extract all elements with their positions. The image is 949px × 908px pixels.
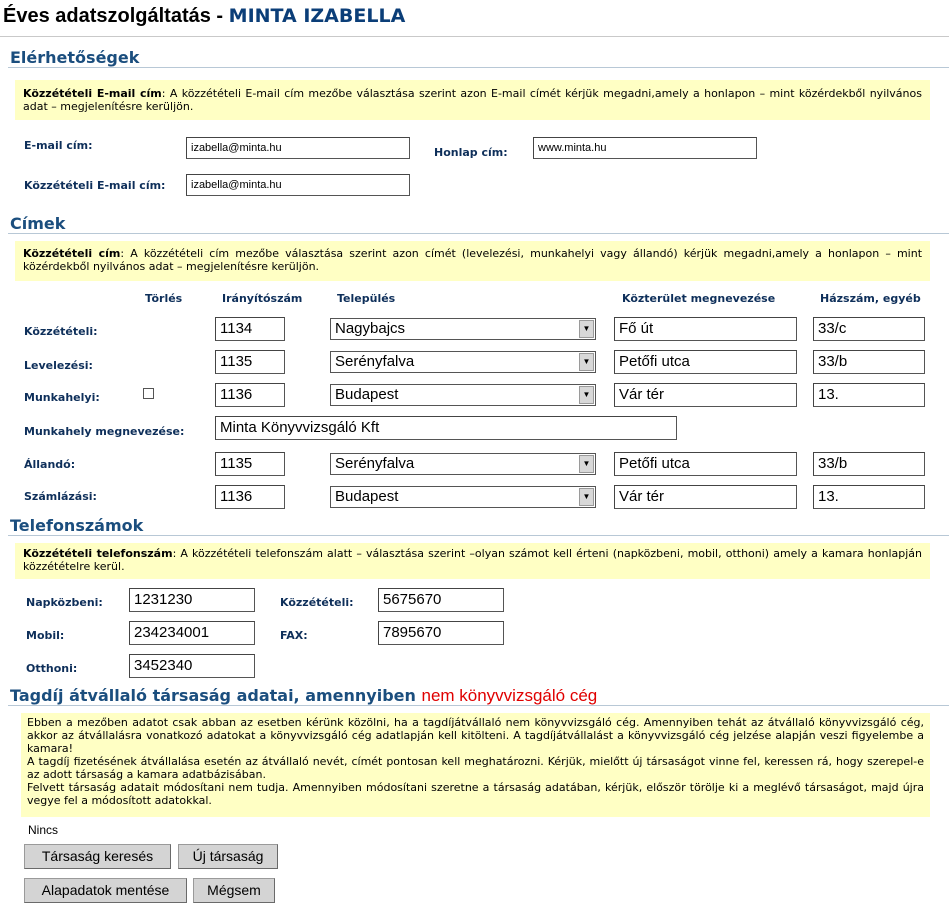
row-label-billing: Számlázási: <box>24 490 97 503</box>
section-title-company-red: nem könyvvizsgáló cég <box>421 686 598 705</box>
addresses-note: Közzétételi cím: A közzétételi cím mezőbe választása szerint azon címét (levelezési, munkahelyi vagy állandó) kérjük megadni,amely a honlapon – mint közérdekből nyilvános adat – megjelenítésre kerüljön. <box>15 241 930 281</box>
zip-field-public[interactable]: 1134 <box>215 317 285 341</box>
city-select-value: Serényfalva <box>335 455 415 472</box>
daytime-phone-label: Napközbeni: <box>26 596 103 609</box>
city-select-public[interactable] <box>330 318 596 340</box>
phones-note: Közzétételi telefonszám: A közzétételi telefonszám alatt – választása szerint –olyan számot kell érteni (napközbeni, mobil, otthoni) amely a kamara honlapján közzétételre kerül. <box>15 543 930 579</box>
chevron-down-icon: ▼ <box>579 353 594 371</box>
row-label-workplace: Munkahelyi: <box>24 391 100 404</box>
public-email-label: Közzétételi E-mail cím: <box>24 179 166 192</box>
email-label: E-mail cím: <box>24 139 93 152</box>
public-phone-label: Közzétételi: <box>280 596 354 609</box>
company-note-paragraph: A tagdíj fizetésének átvállalása esetén az átvállaló nevét, címét pontosan kell meghatározni. Kérjük, mielőtt új társaságot vinne fel, keressen rá, hogy szerepel-e az adott társaság a kamara adatbázisában. <box>27 755 924 781</box>
street-field-public[interactable]: Fő út <box>614 317 797 341</box>
city-select-value: Budapest <box>335 488 399 505</box>
company-note-paragraph: Felvett társaság adatait módosítani nem tudja. Amennyiben módosítani szeretne a társaság adatában, kérjük, először törölje ki a meglévő társaságot, majd újra vegye fel a módosított adatokkal. <box>27 781 924 807</box>
section-divider <box>8 705 949 706</box>
section-title-addresses: Címek <box>10 214 66 233</box>
workplace-name-field[interactable]: Minta Könyvvizsgáló Kft <box>215 416 677 440</box>
contacts-note: Közzétételi E-mail cím: A közzétételi E-mail cím mezőbe választása szerint azon E-mail címét kérjük megadni,amely a honlapon – mint közérdekből nyilvános adat – megjelenítésre kerüljön. <box>15 80 930 120</box>
city-select-workplace[interactable] <box>330 384 596 406</box>
save-button[interactable]: Alapadatok mentése <box>24 878 187 903</box>
chevron-down-icon: ▼ <box>579 386 594 404</box>
delete-checkbox-workplace[interactable] <box>143 388 154 399</box>
page-title: Éves adatszolgáltatás - MINTA IZABELLA <box>3 5 406 27</box>
daytime-phone-field[interactable]: 1231230 <box>129 588 255 612</box>
section-divider <box>8 535 949 536</box>
street-field-permanent[interactable]: Petőfi utca <box>614 452 797 476</box>
title-divider <box>0 36 949 37</box>
homepage-label: Honlap cím: <box>434 146 508 159</box>
zip-field-billing[interactable]: 1136 <box>215 485 285 509</box>
no-company-text: Nincs <box>28 823 59 837</box>
col-zip: Irányítószám <box>222 292 303 305</box>
city-select-value: Nagybajcs <box>335 320 406 337</box>
home-phone-label: Otthoni: <box>26 662 78 675</box>
fax-label: FAX: <box>280 629 308 642</box>
city-select-value: Serényfalva <box>335 353 415 370</box>
row-label-mailing: Levelezési: <box>24 359 93 372</box>
row-label-public: Közzétételi: <box>24 325 98 338</box>
user-name: MINTA IZABELLA <box>228 5 406 27</box>
street-field-mailing[interactable]: Petőfi utca <box>614 350 797 374</box>
mobile-phone-label: Mobil: <box>26 629 65 642</box>
company-note <box>21 713 930 817</box>
public-email-field[interactable]: izabella@minta.hu <box>186 174 410 196</box>
section-divider <box>8 67 949 68</box>
city-select-mailing[interactable] <box>330 351 596 373</box>
city-select-billing[interactable] <box>330 486 596 508</box>
col-city: Település <box>337 292 396 305</box>
street-field-workplace[interactable]: Vár tér <box>614 383 797 407</box>
chevron-down-icon: ▼ <box>579 320 594 338</box>
zip-field-permanent[interactable]: 1135 <box>215 452 285 476</box>
section-divider <box>8 233 949 234</box>
company-note-paragraph: Ebben a mezőben adatot csak abban az esetben kérünk közölni, ha a tagdíjátvállaló nem könyvvizsgáló cég. Amennyiben tehát az átvállaló könyvvizsgáló cég, akkor az átvállalásra vonatkozó adatokat a könyvvizsgáló cég adatlapján kell kitölteni. A tagdíjátvállalást a könyvvizsgáló cég jelzése alapján veszi figyelembe a kamara! <box>27 716 924 755</box>
section-title-company: Tagdíj átvállaló társaság adatai, amennyiben nem könyvvizsgáló cég <box>10 686 598 705</box>
section-title-contacts: Elérhetőségek <box>10 48 140 67</box>
mobile-phone-field[interactable]: 234234001 <box>129 621 255 645</box>
number-field-permanent[interactable]: 33/b <box>813 452 925 476</box>
number-field-public[interactable]: 33/c <box>813 317 925 341</box>
number-field-workplace[interactable]: 13. <box>813 383 925 407</box>
zip-field-workplace[interactable]: 1136 <box>215 383 285 407</box>
street-field-billing[interactable]: Vár tér <box>614 485 797 509</box>
row-label-permanent: Állandó: <box>24 458 76 471</box>
number-field-billing[interactable]: 13. <box>813 485 925 509</box>
home-phone-field[interactable]: 3452340 <box>129 654 255 678</box>
city-select-value: Budapest <box>335 386 399 403</box>
chevron-down-icon: ▼ <box>579 488 594 506</box>
company-search-button[interactable]: Társaság keresés <box>24 844 171 869</box>
number-field-mailing[interactable]: 33/b <box>813 350 925 374</box>
section-title-phones: Telefonszámok <box>10 516 144 535</box>
fax-field[interactable]: 7895670 <box>378 621 504 645</box>
col-delete: Törlés <box>145 292 183 305</box>
workplace-name-label: Munkahely megnevezése: <box>24 425 185 438</box>
city-select-permanent[interactable] <box>330 453 596 475</box>
new-company-button[interactable]: Új társaság <box>178 844 278 869</box>
zip-field-mailing[interactable]: 1135 <box>215 350 285 374</box>
public-phone-field[interactable]: 5675670 <box>378 588 504 612</box>
col-number: Házszám, egyéb <box>820 292 921 305</box>
homepage-field[interactable]: www.minta.hu <box>533 137 757 159</box>
chevron-down-icon: ▼ <box>579 455 594 473</box>
col-street: Közterület megnevezése <box>622 292 776 305</box>
cancel-button[interactable]: Mégsem <box>193 878 275 903</box>
email-field[interactable]: izabella@minta.hu <box>186 137 410 159</box>
